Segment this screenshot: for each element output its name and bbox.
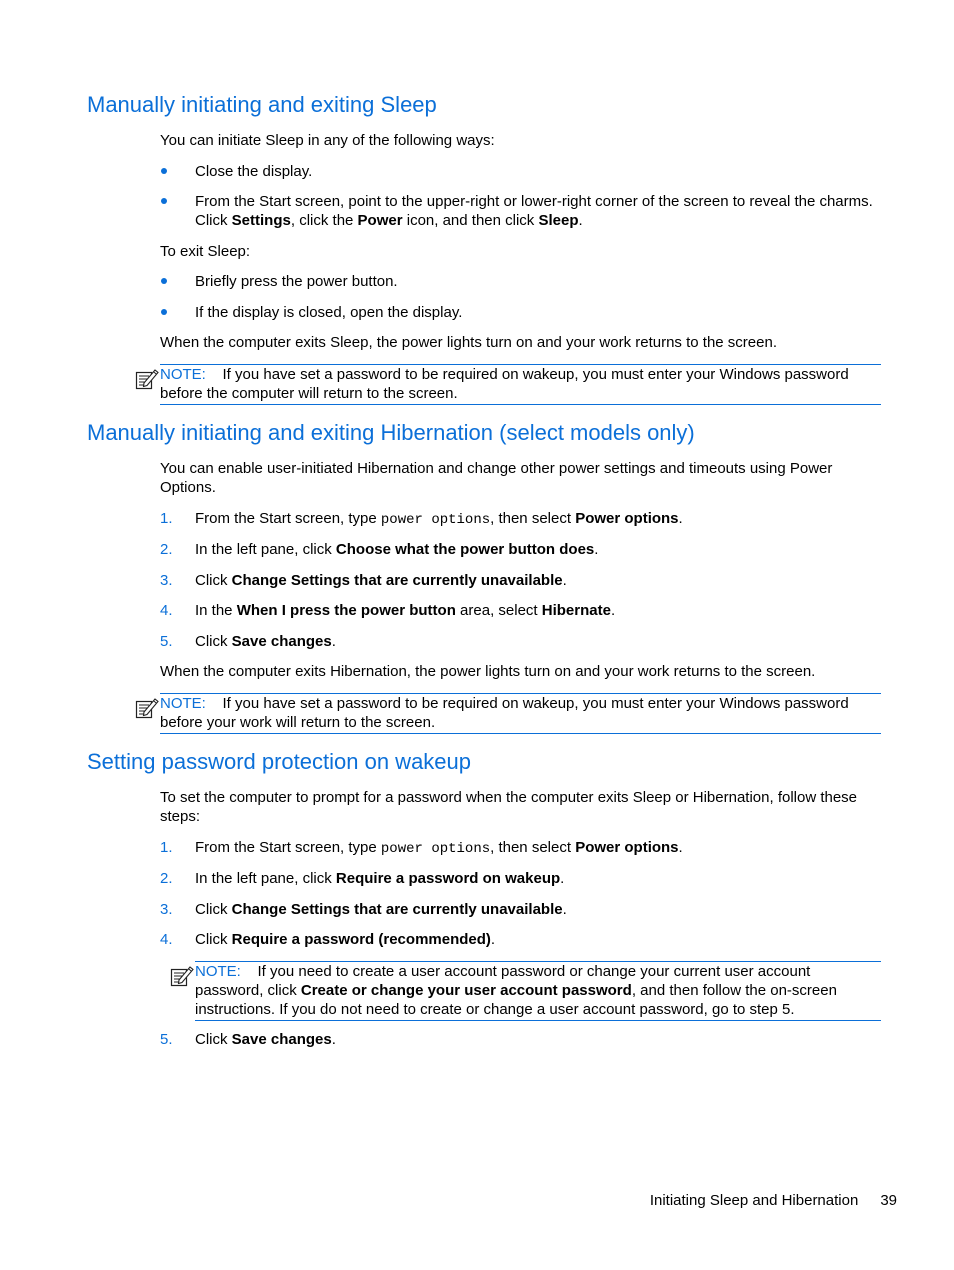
page-number: 39 (880, 1192, 897, 1209)
note-box-sleep (160, 364, 881, 405)
list-item-text: Click Change Settings that are currently unavailable. (195, 572, 567, 589)
list-item-text: In the When I press the power button area, select Hibernate. (195, 602, 616, 619)
list-item-text: Click Require a password (recommended). (195, 931, 496, 948)
list-item-text: In the left pane, click Require a password on wakeup. (195, 870, 565, 887)
step-number: 3. (160, 901, 173, 918)
footer-chapter-title: Initiating Sleep and Hibernation (649, 1192, 859, 1209)
step-number: 1. (160, 839, 173, 856)
bullet-icon (161, 168, 167, 174)
list-item-text: From the Start screen, point to the upper-right or lower-right corner of the screen to reveal the charms. Click Settings, click the Power icon, and then click Sleep. (195, 193, 873, 229)
step-number: 3. (160, 572, 173, 589)
bullet-icon (161, 309, 167, 315)
paragraph-sleep-closing: When the computer exits Sleep, the power lights turn on and your work returns to the screen. (160, 334, 777, 351)
step-number: 5. (160, 633, 173, 650)
list-item-text: Close the display. (195, 163, 313, 180)
section-heading-sleep: Manually initiating and exiting Sleep (87, 92, 437, 117)
list-item-text: Click Change Settings that are currently unavailable. (195, 901, 567, 918)
note-box-hibernation (160, 693, 881, 734)
list-item-text: From the Start screen, type power options, then select Power options. (195, 839, 683, 857)
note-text: If you have set a password to be required on wakeup, you must enter your Windows password before your work will return to the screen. (160, 695, 849, 731)
section-heading-password: Setting password protection on wakeup (87, 749, 472, 774)
step-number: 5. (160, 1031, 173, 1048)
page-footer (650, 1192, 897, 1209)
paragraph-exit-sleep-label: To exit Sleep: (160, 243, 251, 260)
step-number: 2. (160, 870, 173, 887)
note-text: If you have set a password to be required on wakeup, you must enter your Windows password before the computer will return to the screen. (160, 366, 849, 402)
note-pencil-icon (170, 963, 194, 987)
note-label: NOTE: (195, 963, 241, 980)
note-pencil-icon (135, 366, 159, 390)
note-pencil-icon (135, 695, 159, 719)
step-number: 4. (160, 602, 173, 619)
list-item-text: Click Save changes. (195, 1031, 336, 1048)
note-label: NOTE: (160, 695, 206, 712)
paragraph-hibernation-closing: When the computer exits Hibernation, the power lights turn on and your work returns to the screen. (160, 663, 816, 680)
list-item-text: Click Save changes. (195, 633, 336, 650)
step-number: 4. (160, 931, 173, 948)
bullet-icon (161, 278, 167, 284)
list-item-text: Briefly press the power button. (195, 273, 398, 290)
section-heading-hibernation: Manually initiating and exiting Hibernation (select models only) (87, 420, 695, 445)
list-item-text: If the display is closed, open the display. (195, 304, 463, 321)
paragraph-password-intro: To set the computer to prompt for a password when the computer exits Sleep or Hibernation, follow these steps: (160, 789, 858, 825)
step-number: 2. (160, 541, 173, 558)
paragraph-hibernation-intro: You can enable user-initiated Hibernation and change other power settings and timeouts using Power Options. (160, 460, 833, 496)
list-item-text: From the Start screen, type power options, then select Power options. (195, 510, 683, 528)
paragraph-sleep-intro: You can initiate Sleep in any of the following ways: (160, 132, 495, 149)
note-box-password (195, 961, 881, 1021)
bullet-icon (161, 198, 167, 204)
list-item-text: In the left pane, click Choose what the power button does. (195, 541, 599, 558)
step-number: 1. (160, 510, 173, 527)
note-label: NOTE: (160, 366, 206, 383)
note-text: If you need to create a user account password or change your current user account password, click Create or change your user account password, and then follow the on-screen instructions. If you do not need to create or change a user account password, go to step 5. (195, 963, 837, 1018)
